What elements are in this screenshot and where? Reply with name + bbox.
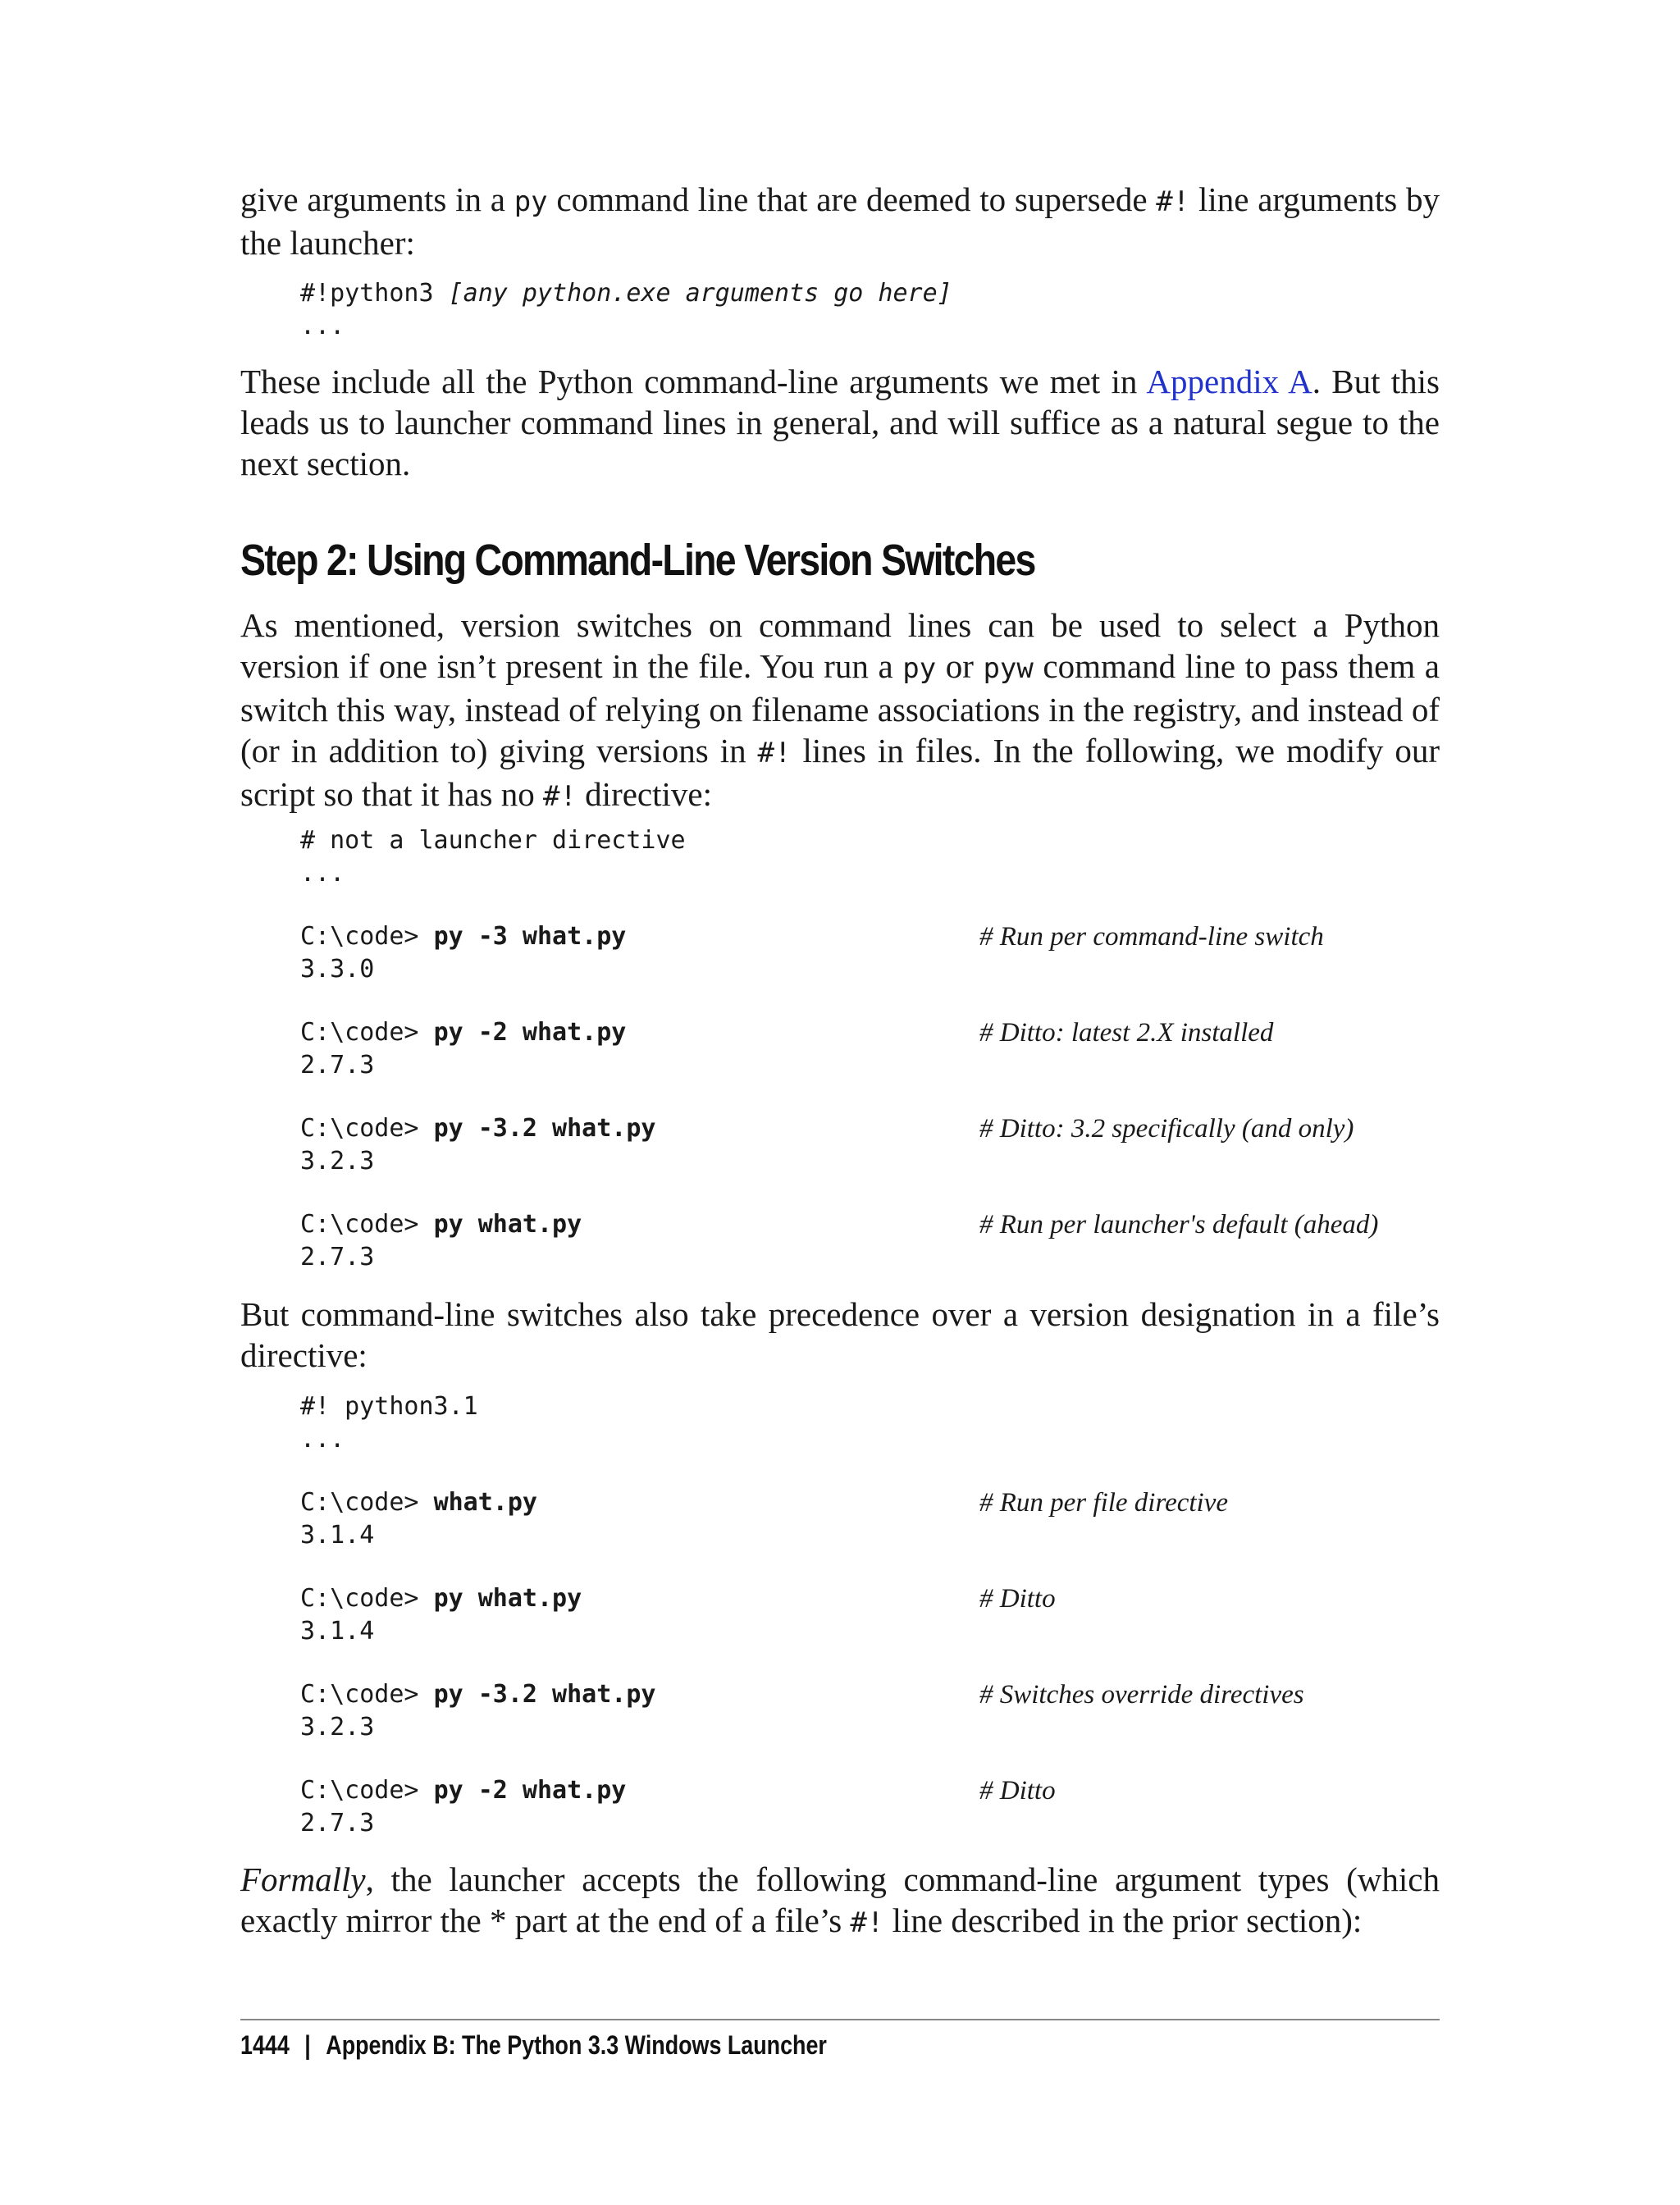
code-line	[300, 277, 952, 310]
code-output: 3.1.4	[300, 1521, 375, 1550]
code-output: 2.7.3	[300, 1809, 375, 1838]
code-comment: # Run per file directive	[979, 1488, 1229, 1518]
para5-text-c: line described in the prior section):	[883, 1901, 1363, 1939]
prompt: C:\code>	[300, 1680, 434, 1709]
intro-text-c: line arguments by the launcher:	[240, 180, 1440, 262]
code-line: # not a launcher directive	[300, 826, 686, 855]
footer-rule	[240, 2019, 1440, 2020]
code-command-line	[300, 1208, 582, 1241]
code-output: 3.2.3	[300, 1713, 375, 1742]
code-line: ...	[300, 859, 345, 888]
code-placeholder-args: [any python.exe arguments go here]	[448, 279, 952, 308]
para3-text-a: As mentioned, version switches on command lines can be used to select a Python version if one isn’t present in the file. You run a	[240, 606, 1440, 685]
code-comment: # Ditto	[979, 1776, 1056, 1806]
code-line: #! python3.1	[300, 1392, 478, 1421]
paragraph-version-switches	[240, 605, 1440, 817]
code-comment: # Run per command-line switch	[979, 922, 1324, 952]
para4-text: But command-line switches also take precedence over a version designation in a file’s directive:	[240, 1295, 1440, 1374]
paragraph-precedence	[240, 1294, 1440, 1376]
code-comment: # Ditto: 3.2 specifically (and only)	[979, 1114, 1354, 1144]
inline-code: #!	[850, 1906, 884, 1939]
inline-code: #!	[542, 780, 577, 813]
command: what.py	[433, 1488, 537, 1517]
code-command-line	[300, 1774, 626, 1807]
code-output: 3.2.3	[300, 1147, 375, 1176]
running-title: Appendix B: The Python 3.3 Windows Launcher	[326, 2030, 827, 2060]
code-comment: # Ditto: latest 2.X installed	[979, 1018, 1274, 1048]
code-command-line	[300, 1582, 582, 1615]
para3-text-b: or	[936, 647, 984, 685]
inline-code: py	[902, 652, 937, 685]
para5-text-a: , the launcher accepts the following command-line argument types (which exactly mirror the	[240, 1860, 1440, 1939]
code-comment: # Ditto	[979, 1584, 1056, 1614]
paragraph-appendix-ref	[240, 361, 1440, 484]
prompt: C:\code>	[300, 1776, 434, 1805]
code-comment: # Run per launcher's default (ahead)	[979, 1210, 1379, 1239]
code-line: ...	[300, 312, 345, 340]
code-command-line	[300, 1678, 656, 1711]
command: py -3 what.py	[433, 922, 627, 951]
code-shebang: #!python3	[300, 279, 449, 308]
prompt: C:\code>	[300, 922, 434, 951]
code-output: 2.7.3	[300, 1243, 375, 1271]
prompt: C:\code>	[300, 1584, 434, 1613]
emphasis: Formally	[240, 1860, 366, 1898]
footer-separator: |	[304, 2030, 311, 2060]
code-comment: # Switches override directives	[979, 1680, 1304, 1710]
intro-paragraph	[240, 179, 1440, 263]
inline-code: py	[514, 185, 548, 218]
code-output: 2.7.3	[300, 1051, 375, 1080]
command: py -3.2 what.py	[433, 1680, 656, 1709]
code-command-line	[300, 1112, 656, 1145]
paragraph-formally	[240, 1859, 1440, 1943]
command: py what.py	[433, 1210, 582, 1239]
prompt: C:\code>	[300, 1210, 434, 1239]
para3-text-c: command line to pass them a switch this way, instead of relying on filename associations in the registry, and instead of (or in addition to) giving versions in	[240, 647, 1440, 769]
page-footer	[240, 2030, 827, 2061]
para2-text-b: . But this leads us to launcher command lines in general, and will suffice as a natural segue to the next section.	[240, 363, 1440, 482]
prompt: C:\code>	[300, 1114, 434, 1143]
asterisk: *	[489, 1901, 507, 1939]
command: py -2 what.py	[433, 1018, 627, 1047]
inline-code: #!	[1156, 185, 1190, 218]
command: py what.py	[433, 1584, 582, 1613]
code-command-line	[300, 1486, 537, 1519]
para5-text-b: part at the end of a file’s	[506, 1901, 851, 1939]
section-title: Step 2: Using Command-Line Version Switches	[240, 536, 1035, 585]
code-command-line	[300, 920, 626, 953]
inline-code: #!	[757, 737, 792, 769]
code-line: ...	[300, 1425, 345, 1454]
intro-text-b: command line that are deemed to supersede	[547, 180, 1157, 218]
prompt: C:\code>	[300, 1488, 434, 1517]
section-heading	[240, 535, 1440, 586]
command: py -2 what.py	[433, 1776, 627, 1805]
inline-code: pyw	[983, 652, 1034, 685]
code-output: 3.3.0	[300, 955, 375, 984]
command: py -3.2 what.py	[433, 1114, 656, 1143]
para2-text-a: These include all the Python command-line arguments we met in	[240, 363, 1147, 400]
para3-text-e: directive:	[576, 775, 712, 813]
para3-text-d: lines in files. In the following, we modify our script so that it has no	[240, 732, 1440, 813]
appendix-a-link[interactable]: Appendix A	[1146, 363, 1312, 400]
page-number: 1444	[240, 2030, 290, 2060]
code-command-line	[300, 1016, 626, 1049]
prompt: C:\code>	[300, 1018, 434, 1047]
code-output: 3.1.4	[300, 1617, 375, 1646]
intro-text-a: give arguments in a	[240, 180, 514, 218]
